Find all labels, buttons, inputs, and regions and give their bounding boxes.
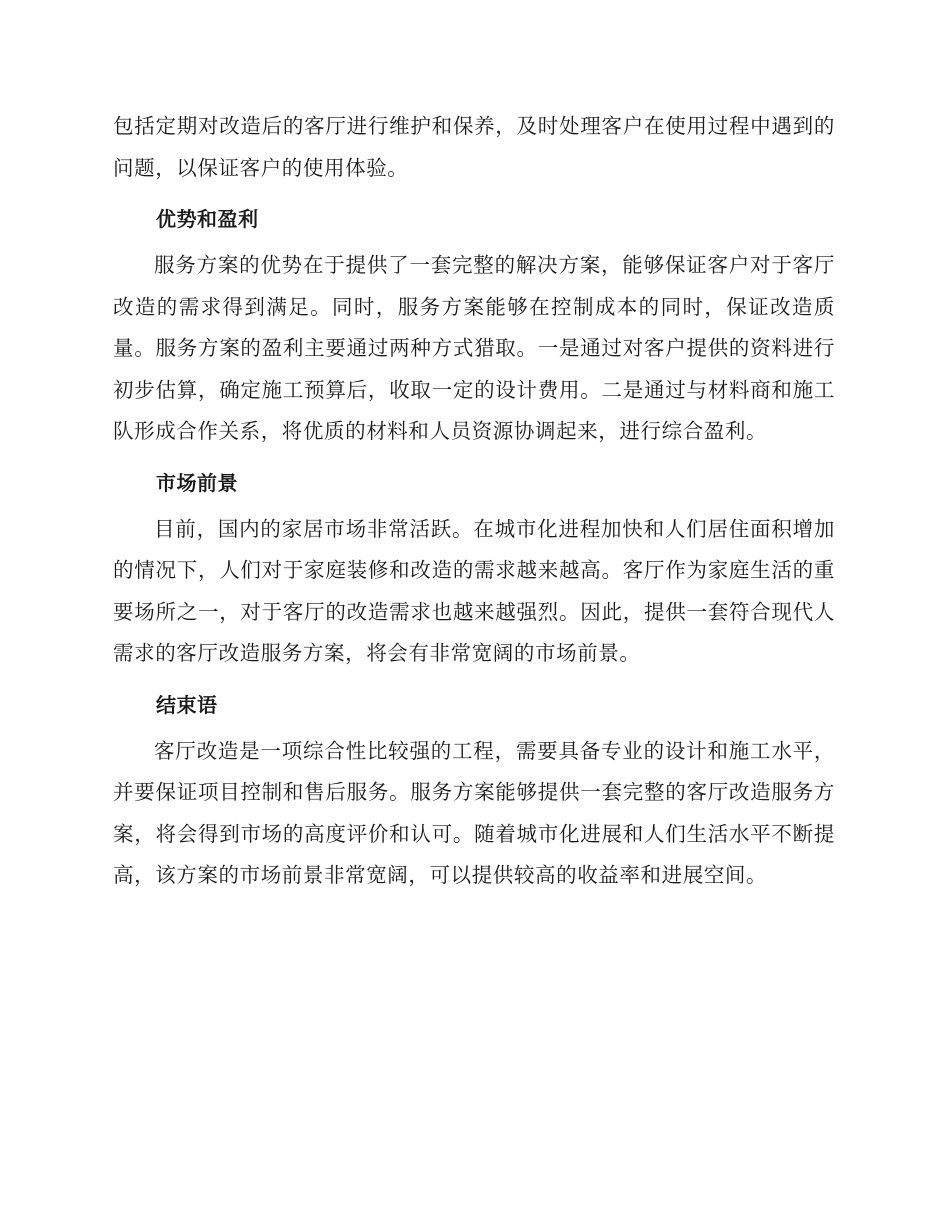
section-conclusion bbox=[113, 689, 835, 897]
document-page bbox=[113, 106, 835, 908]
section-body: 目前，国内的家居市场非常活跃。在城市化进程加快和人们居住面积增加的情况下，人们对于家庭装修和改造的需求越来越高。客厅作为家庭生活的重要场所之一，对于客厅的改造需求也越来越强烈。因此，提供一套符合现代人需求的客厅改造服务方案，将会有非常宽阔的市场前景。 bbox=[113, 516, 835, 665]
section-market-outlook bbox=[113, 467, 835, 675]
intro-paragraph: 包括定期对改造后的客厅进行维护和保养，及时处理客户在使用过程中遇到的问题，以保证客户的使用体验。 bbox=[113, 114, 835, 180]
section-heading: 结束语 bbox=[156, 692, 218, 717]
section-heading: 市场前景 bbox=[156, 470, 238, 495]
section-heading: 优势和盈利 bbox=[156, 207, 259, 231]
section-body: 服务方案的优势在于提供了一套完整的解决方案，能够保证客户对于客厅改造的需求得到满足。同时，服务方案能够在控制成本的同时，保证改造质量。服务方案的盈利主要通过两种方式猎取。一是通过对客户提供的资料进行初步估算，确定施工预算后，收取一定的设计费用。二是通过与材料商和施工队形成合作关系，将优质的材料和人员资源协调起来，进行综合盈利。 bbox=[113, 253, 835, 443]
section-body: 客厅改造是一项综合性比较强的工程，需要具备专业的设计和施工水平，并要保证项目控制和售后服务。服务方案能够提供一套完整的客厅改造服务方案，将会得到市场的高度评价和认可。随着城市化进展和人们生活水平不断提高，该方案的市场前景非常宽阔，可以提供较高的收益率和进展空间。 bbox=[113, 738, 835, 887]
section-advantages-profit bbox=[113, 203, 835, 453]
intro-block bbox=[113, 106, 835, 189]
